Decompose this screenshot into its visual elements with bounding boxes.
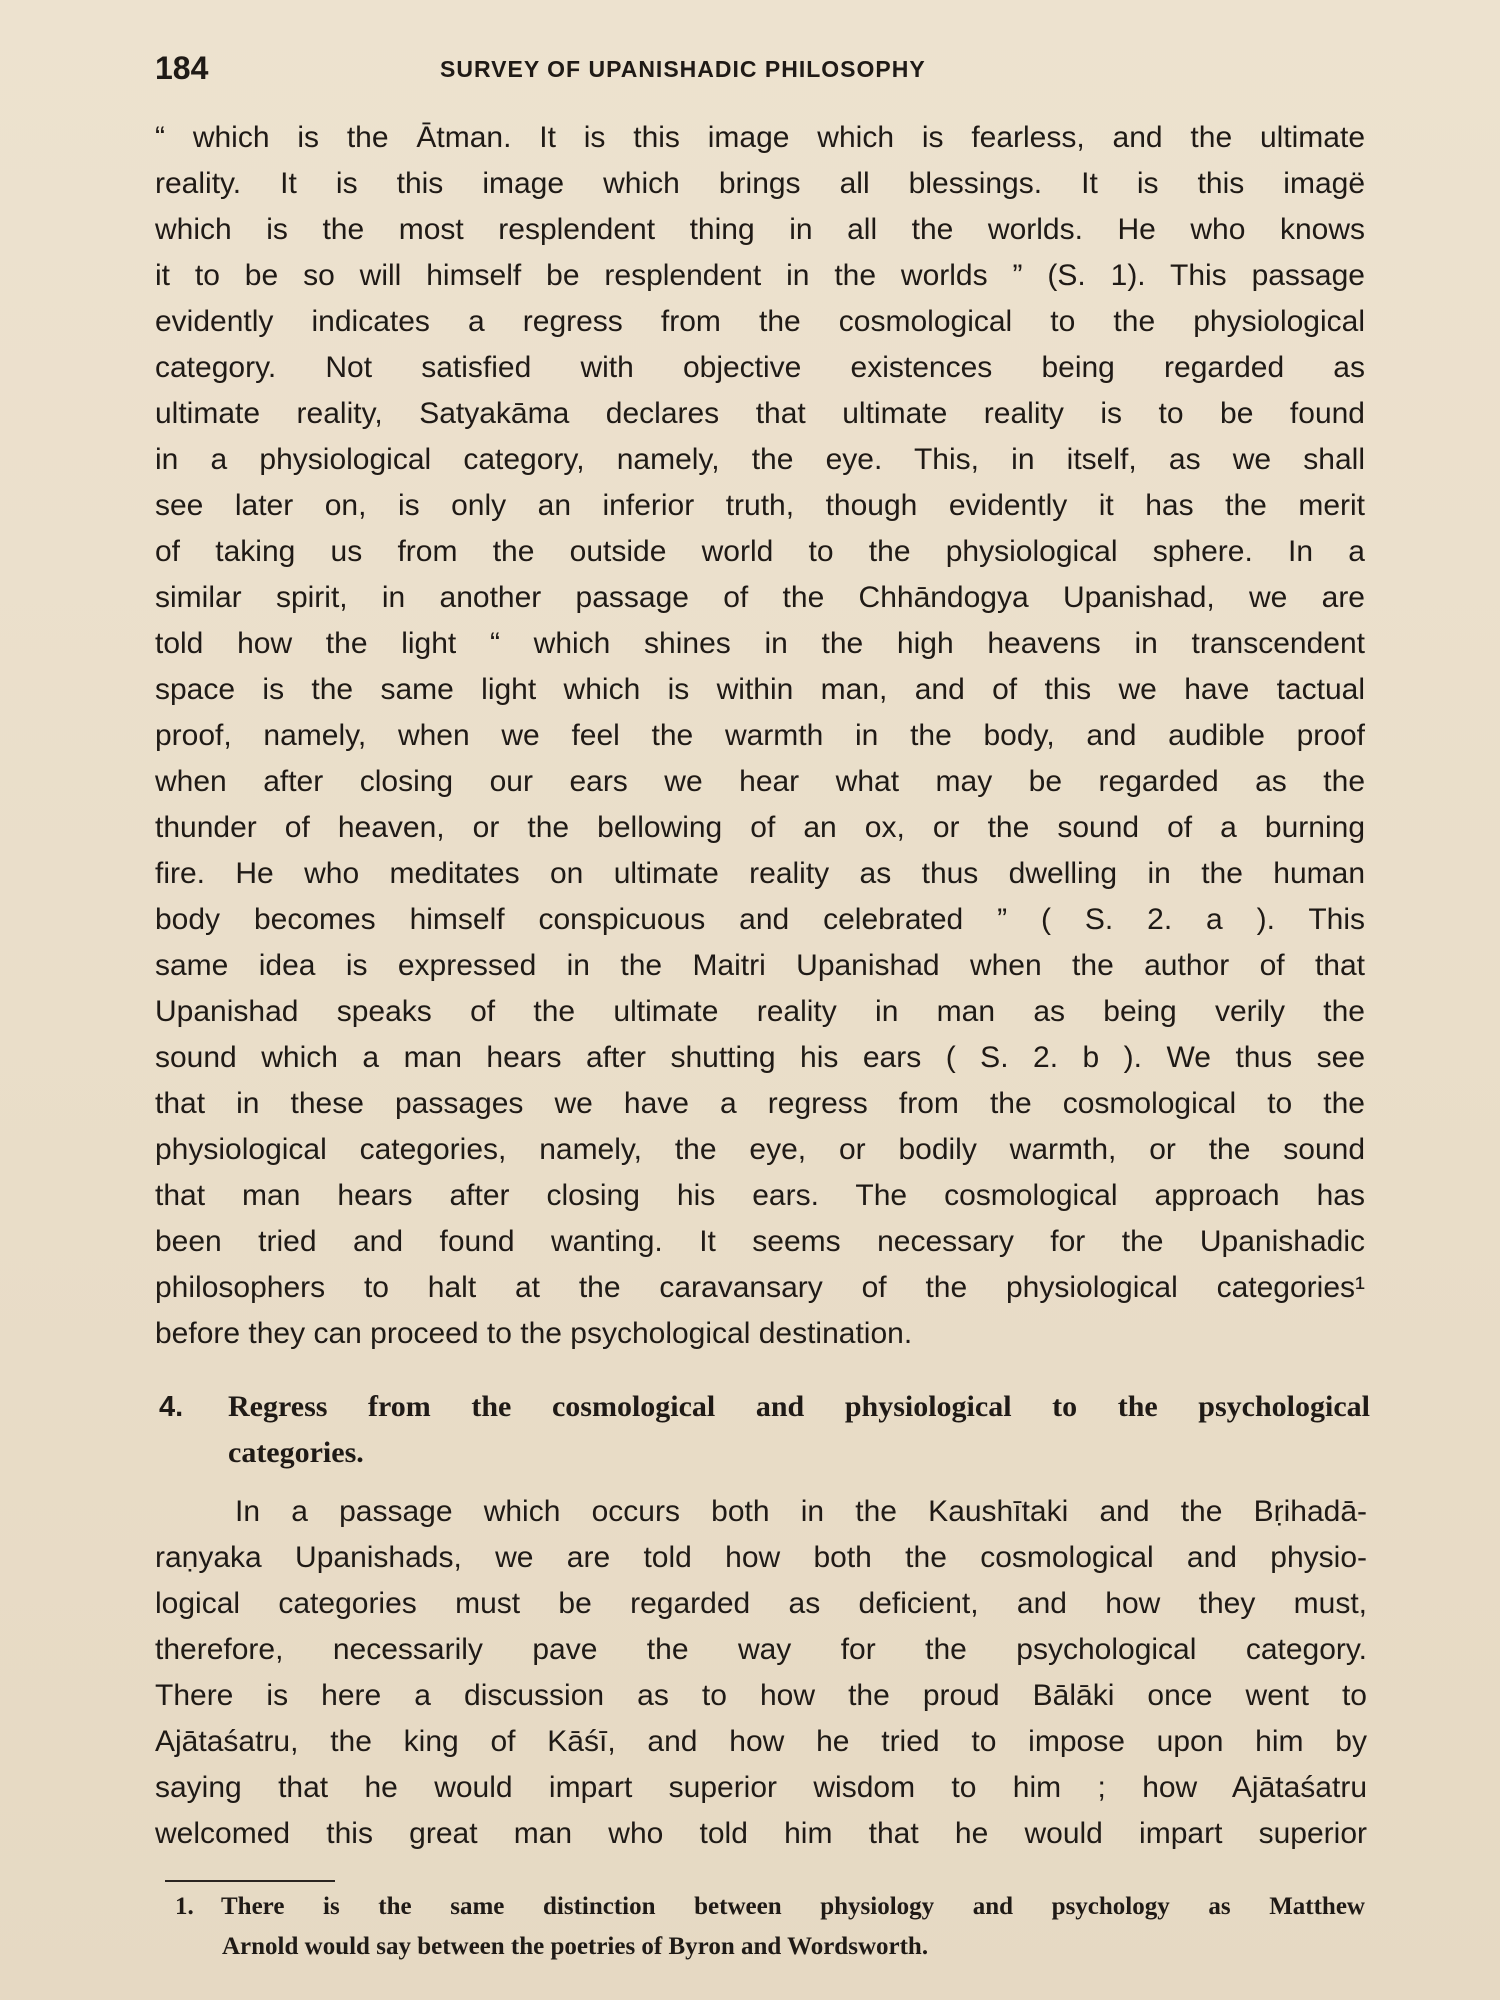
text-line: physiological categories, namely, the eye, or bodily warmth, or the sound bbox=[155, 1133, 1365, 1166]
text-line: similar spirit, in another passage of the Chhāndogya Upanishad, we are bbox=[155, 581, 1365, 614]
text-line: thunder of heaven, or the bellowing of an ox, or the sound of a burning bbox=[155, 811, 1365, 844]
text-line: reality. It is this image which brings all blessings. It is this imagë bbox=[155, 167, 1365, 200]
footnote bbox=[175, 1887, 1365, 1967]
text-line: Ajātaśatru, the king of Kāśī, and how he tried to impose upon him by bbox=[155, 1725, 1367, 1758]
text-line: “ which is the Ātman. It is this image which is fearless, and the ultimate bbox=[155, 121, 1365, 154]
text-line: which is the most resplendent thing in all the worlds. He who knows bbox=[155, 213, 1365, 246]
text-line: raṇyaka Upanishads, we are told how both the cosmological and physio- bbox=[155, 1541, 1367, 1574]
text-line: before they can proceed to the psychological destination. bbox=[155, 1317, 913, 1350]
text-line: in a physiological category, namely, the eye. This, in itself, as we shall bbox=[155, 443, 1365, 476]
footnote-divider bbox=[165, 1880, 335, 1882]
text-line: of taking us from the outside world to the physiological sphere. In a bbox=[155, 535, 1365, 568]
section-title-line: Regress from the cosmological and physiological to the psychological bbox=[228, 1390, 1370, 1423]
text-line: told how the light “ which shines in the high heavens in transcendent bbox=[155, 627, 1365, 660]
text-line: evidently indicates a regress from the cosmological to the physiological bbox=[155, 305, 1365, 338]
text-line: that man hears after closing his ears. The cosmological approach has bbox=[155, 1179, 1365, 1212]
text-line: saying that he would impart superior wisdom to him ; how Ajātaśatru bbox=[155, 1771, 1367, 1804]
page-number: 184 bbox=[155, 50, 209, 86]
text-line: welcomed this great man who told him that he would impart superior bbox=[155, 1817, 1367, 1850]
text-line: logical categories must be regarded as deficient, and how they must, bbox=[155, 1587, 1367, 1620]
text-line: There is here a discussion as to how the proud Bālāki once went to bbox=[155, 1679, 1367, 1712]
section-heading bbox=[155, 1384, 1370, 1476]
section-title-line: categories. bbox=[228, 1436, 364, 1469]
text-line: space is the same light which is within man, and of this we have tactual bbox=[155, 673, 1365, 706]
paragraph-2 bbox=[155, 1489, 1367, 1857]
text-line: it to be so will himself be resplendent in the worlds ” (S. 1). This passage bbox=[155, 259, 1365, 292]
page-header bbox=[155, 50, 1365, 94]
text-line: Upanishad speaks of the ultimate reality in man as being verily the bbox=[155, 995, 1365, 1028]
text-line: see later on, is only an inferior truth, though evidently it has the merit bbox=[155, 489, 1365, 522]
text-line: been tried and found wanting. It seems necessary for the Upanishadic bbox=[155, 1225, 1365, 1258]
running-title: SURVEY OF UPANISHADIC PHILOSOPHY bbox=[440, 56, 926, 82]
text-line: category. Not satisfied with objective existences being regarded as bbox=[155, 351, 1365, 384]
text-line: In a passage which occurs both in the Kaushītaki and the Bṛihadā- bbox=[235, 1495, 1367, 1528]
footnote-number: 1. bbox=[175, 1893, 194, 1920]
section-number: 4. bbox=[159, 1391, 184, 1423]
text-line: philosophers to halt at the caravansary of the physiological categories¹ bbox=[155, 1271, 1365, 1304]
footnote-text: There is the same distinction between physiology and psychology as Matthew bbox=[221, 1893, 1365, 1920]
text-line: proof, namely, when we feel the warmth in the body, and audible proof bbox=[155, 719, 1365, 752]
text-line: that in these passages we have a regress from the cosmological to the bbox=[155, 1087, 1365, 1120]
footnote-line: Arnold would say between the poetries of Byron and Wordsworth. bbox=[222, 1933, 929, 1960]
text-line: same idea is expressed in the Maitri Upanishad when the author of that bbox=[155, 949, 1365, 982]
text-line: fire. He who meditates on ultimate reality as thus dwelling in the human bbox=[155, 857, 1365, 890]
paragraph-1 bbox=[155, 115, 1365, 1357]
text-line: body becomes himself conspicuous and celebrated ” ( S. 2. a ). This bbox=[155, 903, 1365, 936]
footnote-line bbox=[175, 1887, 1365, 1927]
text-line: when after closing our ears we hear what may be regarded as the bbox=[155, 765, 1365, 798]
text-line: ultimate reality, Satyakāma declares that ultimate reality is to be found bbox=[155, 397, 1365, 430]
text-line: sound which a man hears after shutting his ears ( S. 2. b ). We thus see bbox=[155, 1041, 1365, 1074]
section-title bbox=[228, 1384, 1370, 1476]
text-line: therefore, necessarily pave the way for the psychological category. bbox=[155, 1633, 1367, 1666]
